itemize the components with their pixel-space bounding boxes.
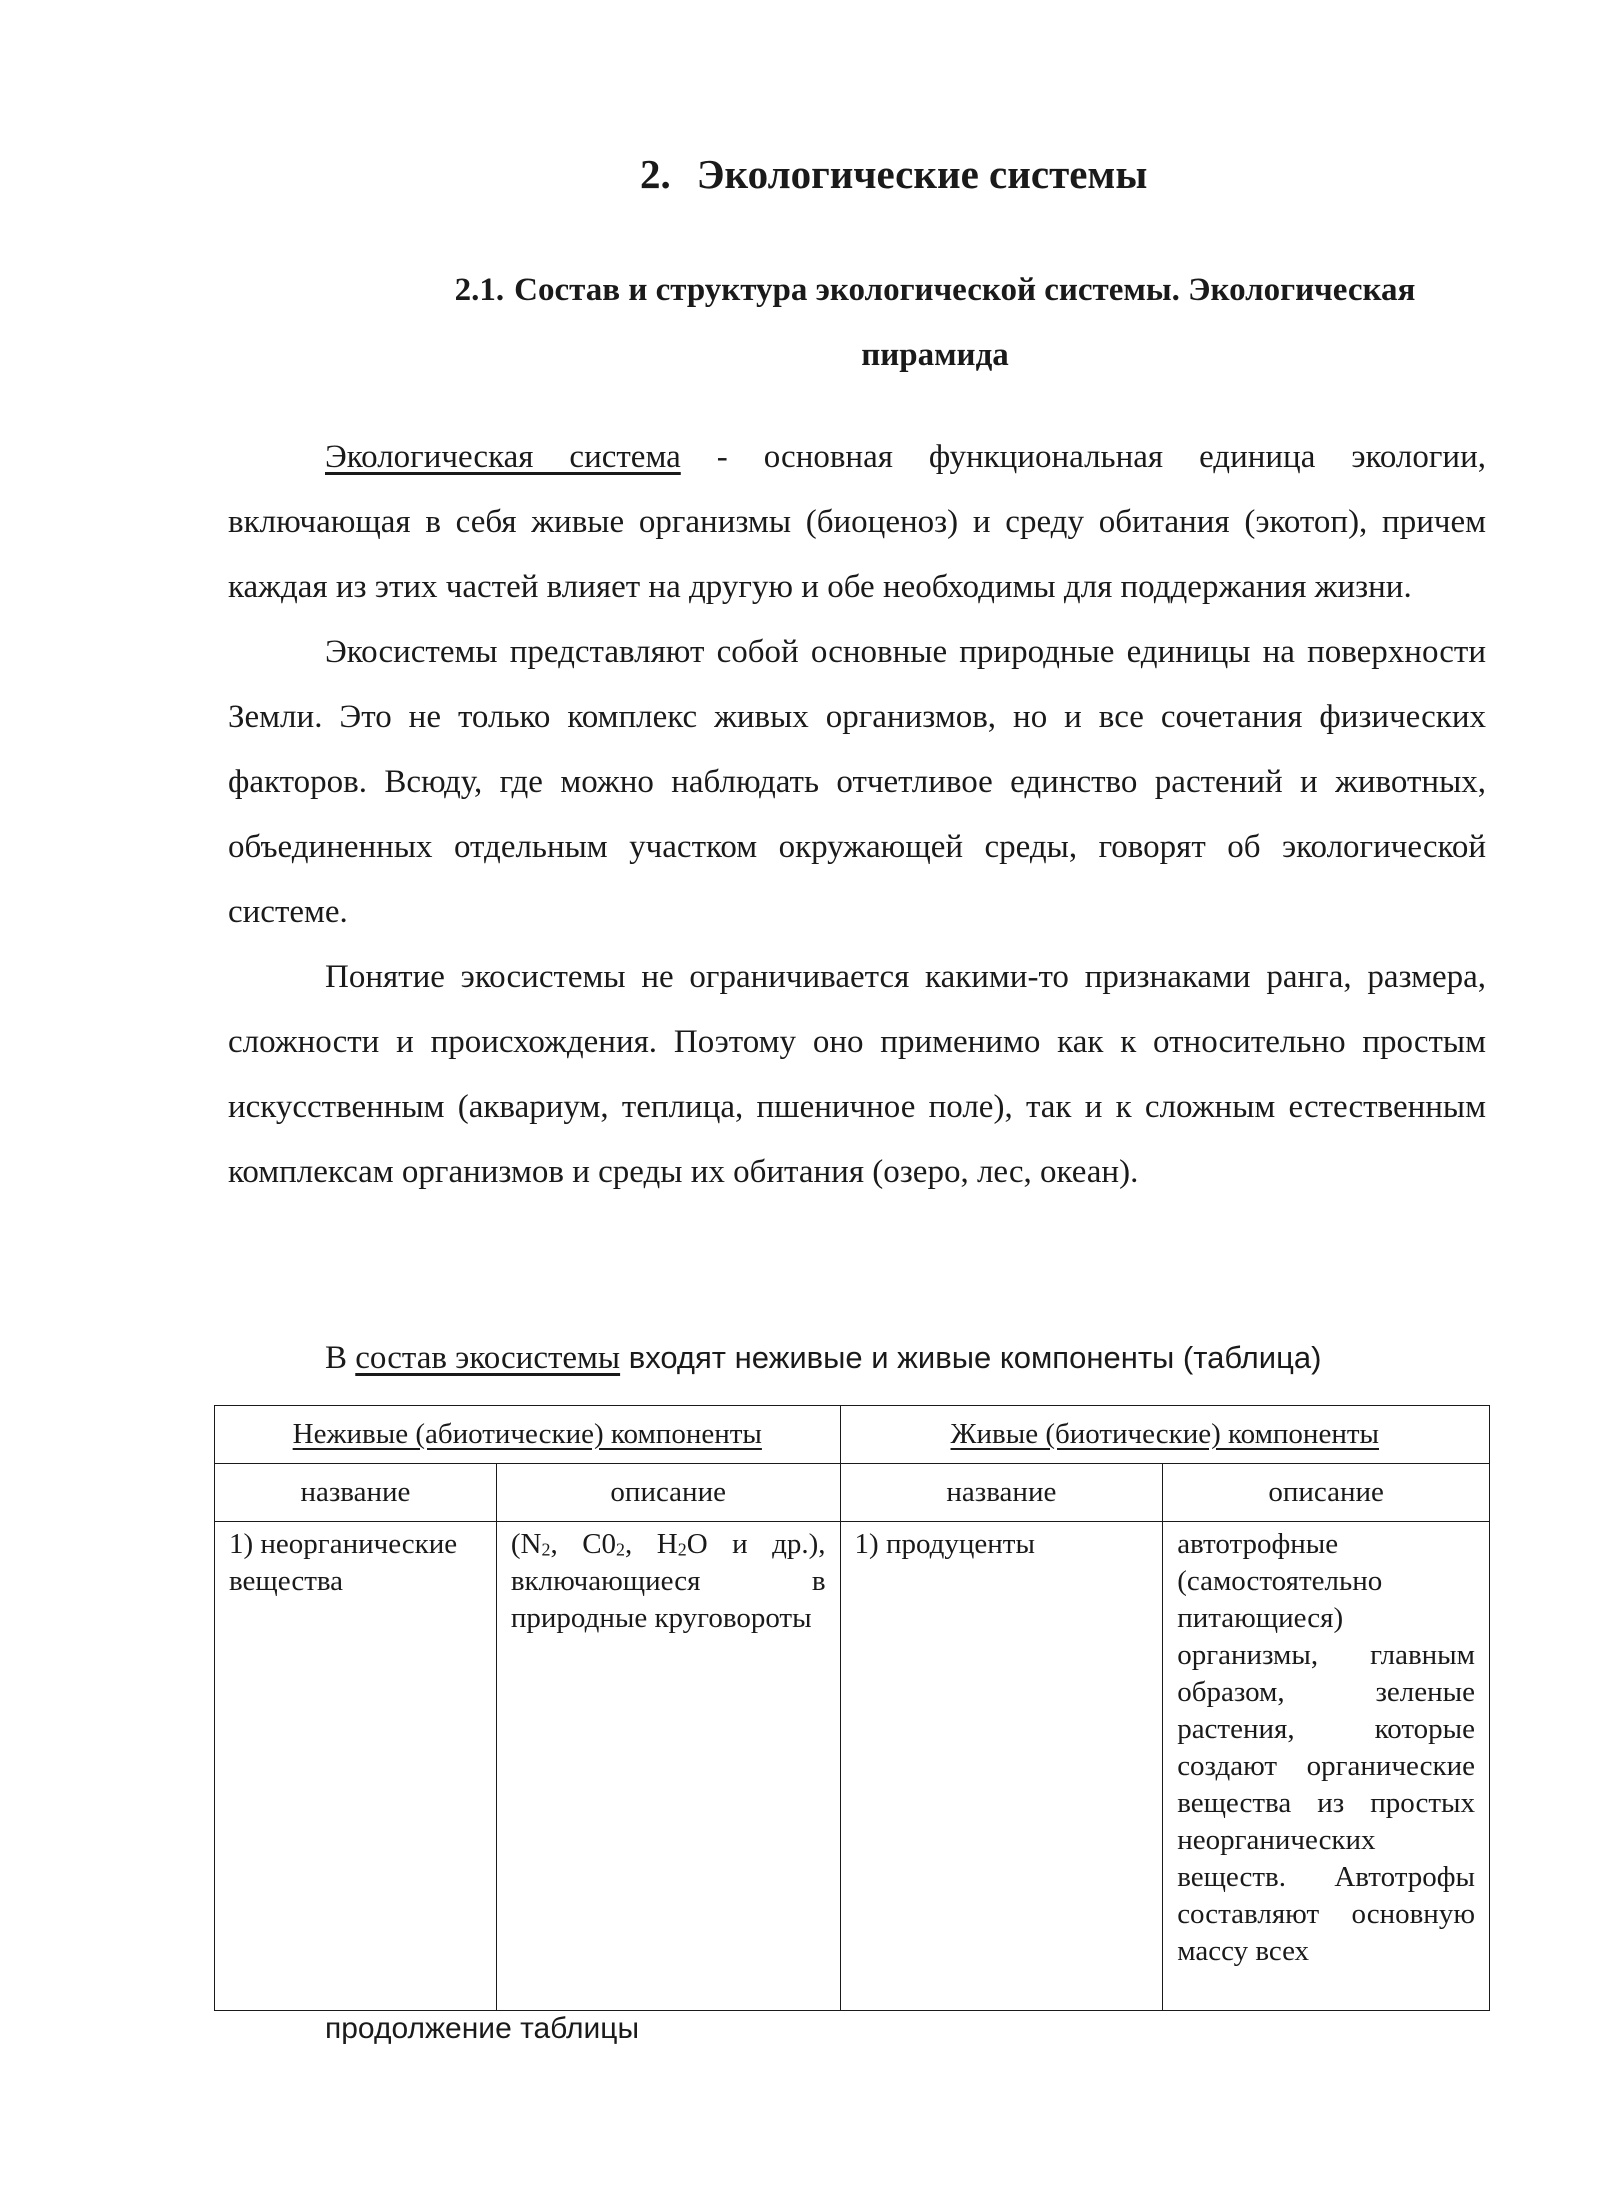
column-header-biotic-name: название <box>840 1464 1163 1522</box>
group-header-abiotic: Неживые (абиотические) компоненты <box>215 1406 841 1464</box>
column-header-abiotic-name: название <box>215 1464 497 1522</box>
body-text <box>228 425 1486 1205</box>
paragraph-3: Понятие экосистемы не ограничивается какими-то признаками ранга, размера, сложности и происхождения. Поэтому оно применимо как к относительно простым искусственным (аквариум, теплица, пшеничное поле), так и к сложным естественным комплексам организмов и среды их обитания (озеро, лес, океан). <box>228 959 1486 1190</box>
section-title: Экологические системы <box>696 151 1148 197</box>
table-group-header-row <box>215 1406 1490 1464</box>
term-ecological-system: Экологическая система <box>325 439 681 475</box>
paragraph-1 <box>228 425 1486 620</box>
paragraph-1-text: - основная функциональная единица экологии, включающая в себя живые организмы (биоценоз) и среду обитания (экотоп), причем каждая из этих частей влияет на другую и обе необходимы для поддержания жизни. <box>228 439 1486 605</box>
subsection-heading <box>380 258 1490 388</box>
term-ecosystem-composition: состав экосистемы <box>355 1340 621 1376</box>
subsection-title: Состав и структура экологической системы. Экологическая пирамида <box>514 272 1416 373</box>
cell-abiotic-name: 1) неорганические вещества <box>215 1522 497 2011</box>
table-intro-prefix: В <box>325 1340 356 1376</box>
table-intro <box>325 1340 1321 1377</box>
section-number: 2. <box>640 151 671 197</box>
cell-abiotic-desc: ($N_2$, $C0_2$, $H_2O$ и др.), включающиеся в природные круговороты <box>496 1522 840 2011</box>
group-header-biotic: Живые (биотические) компоненты <box>840 1406 1489 1464</box>
column-header-abiotic-desc: описание <box>496 1464 840 1522</box>
table-row <box>215 1522 1490 2011</box>
table-intro-text: входят неживые и живые компоненты (таблица) <box>620 1340 1322 1375</box>
table-column-header-row <box>215 1464 1490 1522</box>
column-header-biotic-desc: описание <box>1163 1464 1490 1522</box>
paragraph-2: Экосистемы представляют собой основные природные единицы на поверхности Земли. Это не только комплекс живых организмов, но и все сочетания физических факторов. Всюду, где можно наблюдать отчетливое единство растений и животных, объединенных отдельным участком окружающей среды, говорят об экологической системе. <box>228 634 1486 930</box>
components-table <box>214 1405 1490 2011</box>
cell-biotic-name: 1) продуценты <box>840 1522 1163 2011</box>
subsection-number: 2.1. <box>454 272 505 308</box>
cell-biotic-desc: автотрофные (самостоятельно питающиеся) организмы, главным образом, зеленые растения, которые создают органические вещества из простых неорганических веществ. Автотрофы составляют основную массу всех <box>1163 1522 1490 2011</box>
section-heading <box>640 150 1147 198</box>
table-continuation-label: продолжение таблицы <box>325 2012 640 2045</box>
